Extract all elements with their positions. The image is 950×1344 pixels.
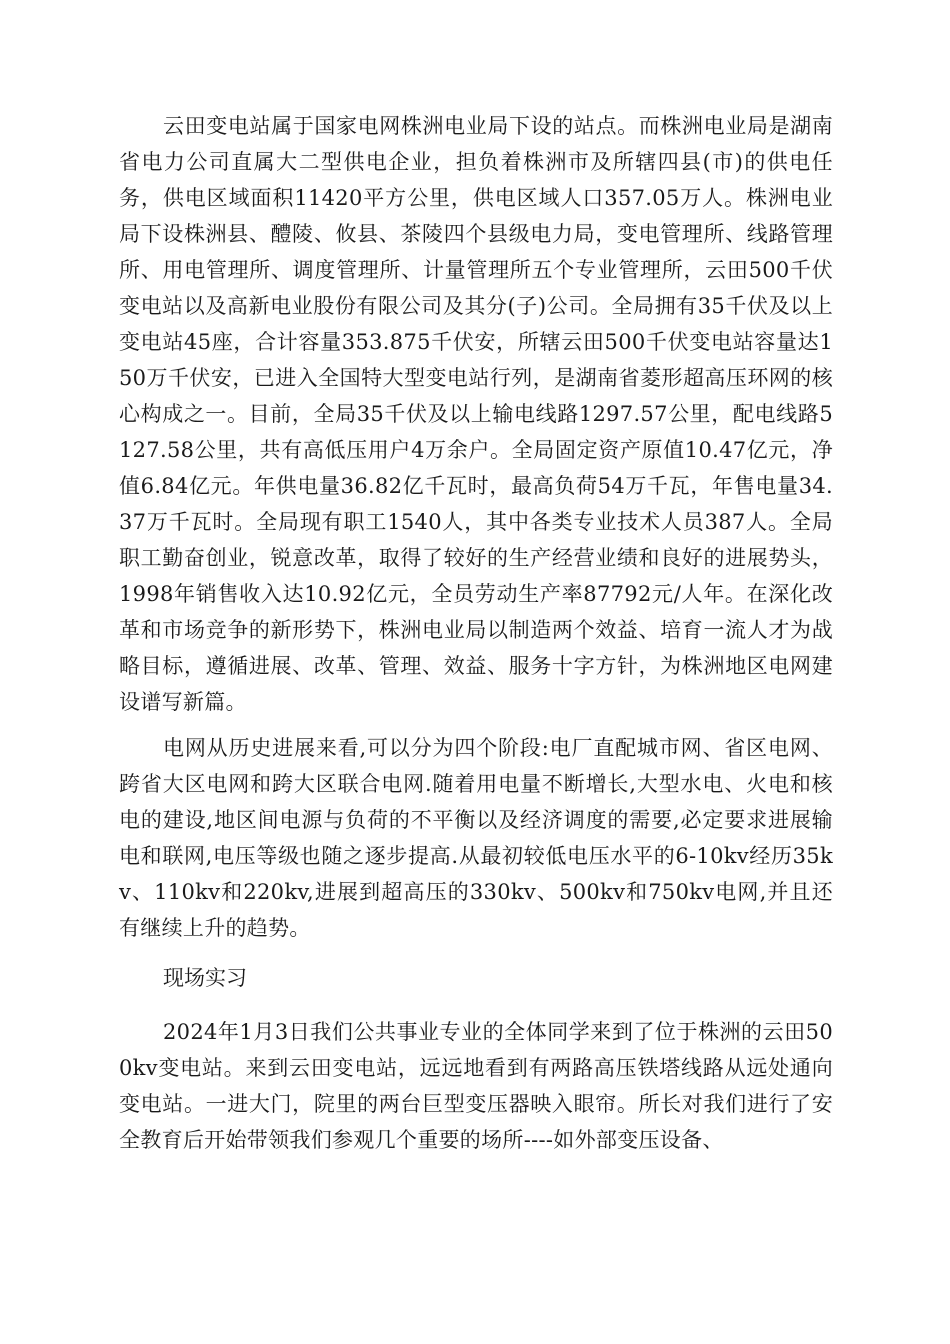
section-heading: 现场实习 (163, 966, 247, 990)
document-body (119, 108, 833, 1176)
paragraph-field-practice: 2024年1月3日我们公共事业专业的全体同学来到了位于株洲的云田500kv变电站。来到云田变电站，远远地看到有两路高压铁塔线路从远处通向变电站。一进大门，院里的两台巨型变压器映入眼帘。所长对我们进行了安全教育后开始带领我们参观几个重要的场所----如外部变压设备、 (119, 1020, 833, 1152)
paragraph-grid-history: 电网从历史进展来看,可以分为四个阶段:电厂直配城市网、省区电网、跨省大区电网和跨大区联合电网.随着用电量不断增长,大型水电、火电和核电的建设,地区间电源与负荷的不平衡以及经济调度的需要,必定要求进展输电和联网,电压等级也随之逐步提高.从最初较低电压水平的6-10kv经历35kv、110kv和220kv,进展到超高压的330kv、500kv和750kv电网,并且还有继续上升的趋势。 (119, 736, 833, 940)
paragraph-station-overview: 云田变电站属于国家电网株洲电业局下设的站点。而株洲电业局是湖南省电力公司直属大二型供电企业，担负着株洲市及所辖四县(市)的供电任务，供电区域面积11420平方公里，供电区域人口357.05万人。株洲电业局下设株洲县、醴陵、攸县、茶陵四个县级电力局，变电管理所、线路管理所、用电管理所、调度管理所、计量管理所五个专业管理所，云田500千伏变电站以及高新电业股份有限公司及其分(子)公司。全局拥有35千伏及以上变电站45座，合计容量353.875千伏安，所辖云田500千伏变电站容量达150万千伏安，已进入全国特大型变电站行列，是湖南省菱形超高压环网的核心构成之一。目前，全局35千伏及以上输电线路1297.57公里，配电线路5127.58公里，共有高低压用户4万余户。全局固定资产原值10.47亿元，净值6.84亿元。年供电量36.82亿千瓦时，最高负荷54万千瓦，年售电量34.37万千瓦时。全局现有职工1540人，其中各类专业技术人员387人。全局职工勤奋创业，锐意改革，取得了较好的生产经营业绩和良好的进展势头，1998年销售收入达10.92亿元，全员劳动生产率87792元/人年。在深化改革和市场竞争的新形势下，株洲电业局以制造两个效益、培育一流人才为战略目标，遵循进展、改革、管理、效益、服务十字方针，为株洲地区电网建设谱写新篇。 (119, 114, 833, 714)
